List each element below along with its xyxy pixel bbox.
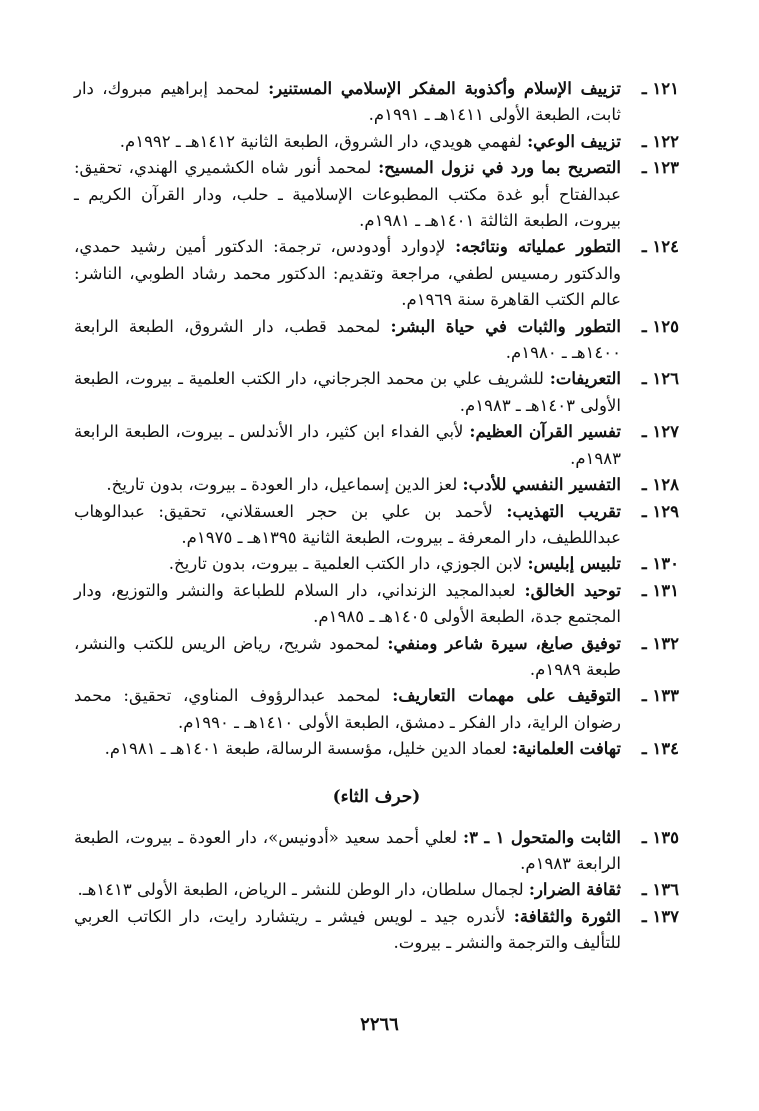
entry-number: ١٣٥ ـ	[641, 827, 679, 847]
entry-body	[74, 578, 621, 631]
entry-number: ١٢٧ ـ	[641, 422, 679, 442]
entry-body	[74, 499, 621, 552]
entry-number: ١٢٦ ـ	[641, 369, 679, 389]
entry-body	[74, 234, 621, 313]
entry-details: لمحمد إبراهيم مبروك، دار ثابت، الطبعة الأولى ١٤١١هـ ـ ١٩٩١م.	[74, 79, 621, 125]
entry-number: ١٢٤ ـ	[641, 237, 679, 257]
entry-number: ١٣٤ ـ	[641, 739, 679, 759]
bibliography-entry	[74, 825, 679, 878]
entry-title: التفسير النفسي للأدب:	[462, 475, 621, 495]
entry-details: لمحمود شريح، رياض الريس للكتب والنشر، طبعة ١٩٨٩م.	[74, 633, 621, 679]
entry-body	[74, 631, 621, 684]
entry-details: لمحمد قطب، دار الشروق، الطبعة الرابعة ١٤٠٠هـ ـ ١٩٨٠م.	[74, 316, 621, 363]
entry-number: ١٣٧ ـ	[641, 906, 679, 926]
bibliography-entry	[74, 631, 679, 684]
entry-body	[74, 366, 621, 419]
entry-number: ١٢٩ ـ	[641, 501, 679, 521]
entry-title: التطور عملياته ونتائجه:	[455, 237, 621, 257]
entry-body	[74, 904, 621, 957]
bibliography-entry	[74, 472, 679, 498]
entry-details: لفهمي هويدي، دار الشروق، الطبعة الثانية ١٤١٢هـ ـ ١٩٩٢م.	[119, 131, 528, 151]
bibliography-entry	[74, 551, 679, 577]
entry-title: تلبيس إبليس:	[527, 554, 621, 574]
entry-details: لأحمد بن علي بن حجر العسقلاني، تحقيق: عبدالوهاب عبداللطيف، دار المعرفة ـ بيروت، الطبعة الثانية ١٣٩٥هـ ـ ١٩٧٥م.	[74, 501, 621, 547]
entry-details: لعبدالمجيد الزنداني، دار السلام للطباعة والنشر والتوزيع، ودار المجتمع جدة، الطبعة الأولى ١٤٠٥هـ ـ ١٩٨٥م.	[74, 580, 621, 627]
entry-body	[74, 129, 621, 155]
bibliography-entry	[74, 129, 679, 155]
entry-body	[74, 877, 621, 903]
entry-number: ١٢١ ـ	[641, 79, 679, 98]
bibliography-entry	[74, 683, 679, 736]
entry-number: ١٣٢ ـ	[641, 633, 679, 653]
entry-body	[74, 155, 621, 234]
entry-details: لعماد الدين خليل، مؤسسة الرسالة، طبعة ١٤٠١هـ ـ ١٩٨١م.	[104, 739, 512, 759]
bibliography-entry	[74, 904, 679, 957]
entry-body	[74, 736, 621, 762]
entry-title: تهافت العلمانية:	[511, 739, 621, 759]
bibliography-entry	[74, 314, 679, 367]
entry-title: تزييف الإسلام وأكذوبة المفكر الإسلامي المستنير:	[268, 79, 621, 98]
entry-title: الثورة والثقافة:	[513, 906, 621, 926]
entry-title: الثابت والمتحول ١ ـ ٣:	[463, 827, 621, 847]
entry-title: ثقافة الضرار:	[528, 880, 621, 900]
entry-details: لابن الجوزي، دار الكتب العلمية ـ بيروت، بدون تاريخ.	[168, 554, 528, 574]
entry-body	[74, 314, 621, 367]
entry-details: لمحمد أنور شاه الكشميري الهندي، تحقيق: عبدالفتاح أبو غدة مكتب المطبوعات الإسلامية ـ حلب، ودار القرآن الكريم ـ بيروت، الطبعة الثالثة ١٤٠١هـ ـ ١٩٨١م.	[74, 158, 621, 231]
entry-details: لعز الدين إسماعيل، دار العودة ـ بيروت، بدون تاريخ.	[106, 475, 463, 495]
entry-title: توفيق صايغ، سيرة شاعر ومنفي:	[387, 633, 621, 653]
bibliography-entry	[74, 736, 679, 762]
bibliography-entry	[74, 155, 679, 234]
section-heading: (حرف الثاء)	[332, 786, 421, 807]
entry-details: لعلي أحمد سعيد «أدونيس»، دار العودة ـ بيروت، الطبعة الرابعة ١٩٨٣م.	[74, 827, 621, 873]
entry-title: تفسير القرآن العظيم:	[469, 422, 621, 442]
entry-number: ١٢٨ ـ	[641, 475, 679, 495]
bibliography-entry	[74, 578, 679, 631]
bibliography-list	[74, 76, 679, 763]
entry-title: توحيد الخالق:	[524, 580, 622, 600]
entry-number: ١٣٣ ـ	[641, 686, 679, 706]
bibliography-entry	[74, 499, 679, 552]
bibliography-list-tha	[74, 825, 679, 957]
entry-number: ١٣٠ ـ	[641, 554, 679, 574]
entry-title: التعريفات:	[549, 369, 621, 389]
entry-number: ١٣١ ـ	[641, 580, 679, 600]
entry-number: ١٢٢ ـ	[641, 131, 679, 151]
bibliography-entry	[74, 76, 679, 129]
entry-details: لأبي الفداء ابن كثير، دار الأندلس ـ بيروت، الطبعة الرابعة ١٩٨٣م.	[74, 422, 621, 468]
entry-body	[74, 551, 621, 577]
bibliography-entry	[74, 234, 679, 313]
page-number: ٢٢٦٦	[360, 1014, 399, 1035]
entry-title: التطور والثبات في حياة البشر:	[390, 316, 621, 336]
entry-number: ١٢٣ ـ	[641, 158, 679, 178]
entry-body	[74, 825, 621, 878]
entry-body	[74, 76, 621, 129]
entry-title: التوقيف على مهمات التعاريف:	[392, 686, 621, 706]
entry-details: لإدوارد أودودس، ترجمة: الدكتور أمين رشيد حمدي، والدكتور رمسيس لطفي، مراجعة وتقديم: الدكتور محمد رشاد الطوبي، الناشر: عالم الكتب القاهرة سنة ١٩٦٩م.	[74, 237, 621, 310]
entry-body	[74, 683, 621, 736]
bibliography-entry	[74, 366, 679, 419]
entry-body	[74, 419, 621, 472]
entry-details: لأندره جيد ـ لويس فيشر ـ ريتشارد رايت، دار الكاتب العربي للتأليف والترجمة والنشر ـ بيروت.	[74, 906, 621, 953]
entry-number: ١٣٦ ـ	[641, 880, 679, 900]
entry-number: ١٢٥ ـ	[641, 316, 679, 336]
entry-details: لمحمد عبدالرؤوف المناوي، تحقيق: محمد رضوان الراية، دار الفكر ـ دمشق، الطبعة الأولى ١٤١٠هـ ـ ١٩٩٠م.	[74, 686, 621, 732]
entry-title: تقريب التهذيب:	[506, 501, 621, 521]
entry-body	[74, 472, 621, 498]
bibliography-entry	[74, 877, 679, 903]
entry-title: تزييف الوعي:	[527, 131, 621, 151]
bibliography-entry	[74, 419, 679, 472]
entry-details: لجمال سلطان، دار الوطن للنشر ـ الرياض، الطبعة الأولى ١٤١٣هـ.	[77, 880, 529, 900]
entry-details: للشريف علي بن محمد الجرجاني، دار الكتب العلمية ـ بيروت، الطبعة الأولى ١٤٠٣هـ ـ ١٩٨٣م.	[74, 369, 621, 415]
entry-title: التصريح بما ورد في نزول المسيح:	[378, 158, 621, 178]
